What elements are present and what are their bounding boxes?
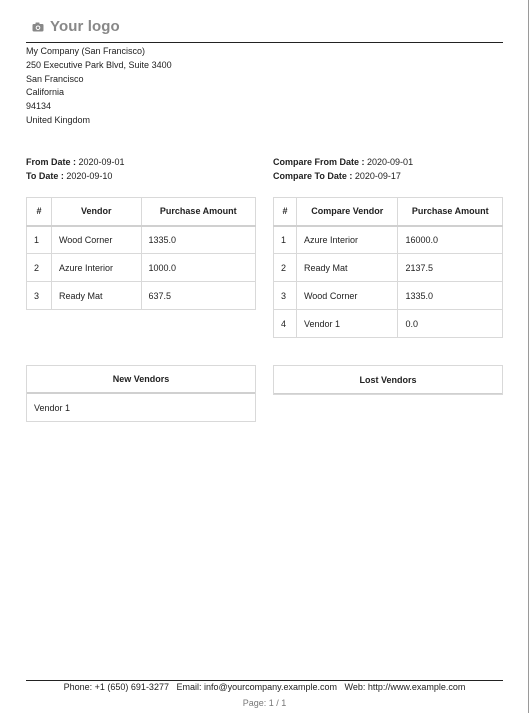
vendor-name: Vendor 1	[296, 310, 398, 338]
table-row	[27, 282, 256, 310]
row-number: 3	[274, 282, 297, 310]
compare-period-dates	[273, 155, 413, 183]
to-date-label: To Date :	[26, 171, 64, 181]
column-header: Purchase Amount	[141, 198, 255, 226]
table-row	[274, 226, 503, 254]
company-address	[26, 45, 172, 128]
address-zip: 94134	[26, 101, 52, 112]
purchase-amount: 637.5	[141, 282, 255, 310]
table-row	[27, 226, 256, 254]
logo-text: Your logo	[50, 18, 120, 35]
purchase-amount: 0.0	[398, 310, 503, 338]
column-header: #	[27, 198, 52, 226]
compare-to-date-value: 2020-09-17	[352, 171, 401, 181]
address-state: California	[26, 87, 65, 98]
to-date-value: 2020-09-10	[63, 171, 113, 181]
purchase-amount: 2137.5	[398, 254, 503, 282]
row-number: 3	[27, 282, 52, 310]
table-row	[274, 254, 503, 282]
new-vendors-title: New Vendors	[27, 366, 255, 394]
period-dates	[26, 155, 125, 183]
row-number: 1	[274, 226, 297, 254]
table-header-row	[27, 198, 256, 226]
page-number: Page: 1 / 1	[242, 698, 287, 708]
compare-vendor-purchase-table	[273, 197, 503, 338]
vendor-name: Ready Mat	[296, 254, 398, 282]
purchase-amount: 1000.0	[141, 254, 255, 282]
vendor-name: Ready Mat	[51, 282, 141, 310]
row-number: 1	[27, 226, 52, 254]
vendor-name: Wood Corner	[51, 226, 141, 254]
lost-vendors-title: Lost Vendors	[274, 366, 502, 394]
compare-to-date-label: Compare To Date :	[273, 171, 353, 181]
address-street: 250 Executive Park Blvd, Suite 3400	[26, 59, 172, 70]
row-number: 2	[274, 254, 297, 282]
column-header: Vendor	[51, 198, 141, 226]
compare-from-date-label: Compare From Date :	[273, 157, 365, 167]
column-header: Compare Vendor	[296, 198, 398, 226]
column-header: #	[274, 198, 297, 226]
from-date-value: 2020-09-01	[76, 157, 125, 167]
footer-divider	[26, 680, 503, 681]
table-header-row	[274, 198, 503, 226]
table-row	[274, 282, 503, 310]
purchase-amount: 16000.0	[398, 226, 503, 254]
address-country: United Kingdom	[26, 114, 91, 125]
lost-vendors-box	[273, 365, 503, 395]
vendor-purchase-table	[26, 197, 256, 310]
row-number: 2	[27, 254, 52, 282]
from-date-label: From Date :	[26, 157, 77, 167]
purchase-amount: 1335.0	[141, 226, 255, 254]
camera-icon	[32, 22, 44, 32]
table-row	[27, 254, 256, 282]
compare-from-date-value: 2020-09-01	[364, 157, 414, 167]
column-header: Purchase Amount	[398, 198, 503, 226]
row-number: 4	[274, 310, 297, 338]
address-city: San Francisco	[26, 73, 84, 84]
vendor-name: Wood Corner	[296, 282, 398, 310]
vendor-name: Azure Interior	[51, 254, 141, 282]
footer-contact: Phone: +1 (650) 691-3277 Email: info@yourcompany.example.com Web: http://www.example.com	[63, 682, 466, 692]
header-divider	[26, 42, 503, 43]
vendor-name: Azure Interior	[296, 226, 398, 254]
table-row	[274, 310, 503, 338]
new-vendors-box	[26, 365, 256, 422]
purchase-amount: 1335.0	[398, 282, 503, 310]
company-logo	[32, 18, 120, 35]
company-name: My Company (San Francisco)	[26, 46, 146, 56]
list-item: Vendor 1	[34, 402, 71, 413]
